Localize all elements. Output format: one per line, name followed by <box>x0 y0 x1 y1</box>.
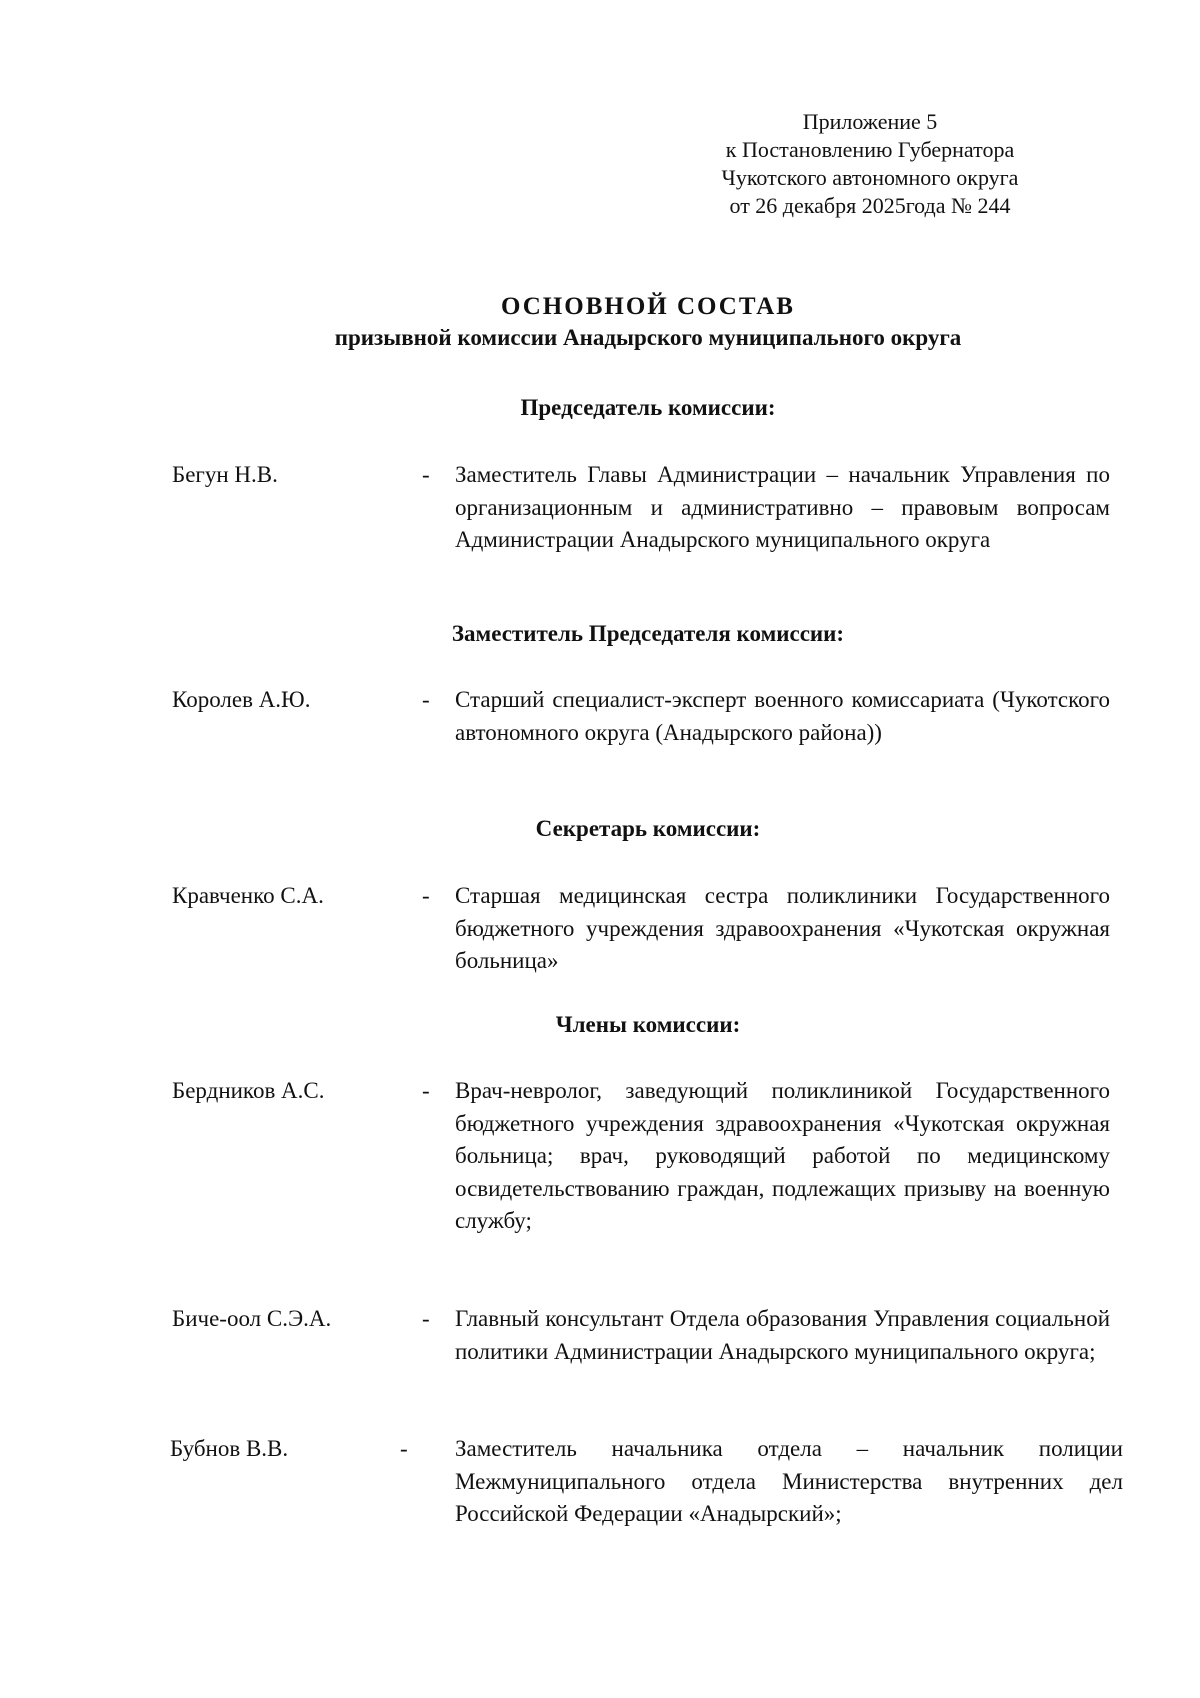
member-name: Бубнов В.В. <box>170 1436 289 1461</box>
deputy-heading: Заместитель Председателя комиссии: <box>451 621 845 646</box>
member-name: Бегун Н.В. <box>172 462 278 487</box>
member-name: Биче-оол С.Э.А. <box>172 1306 332 1331</box>
member-description: Заместитель Главы Администрации – начальник Управления по организационным и административно – правовым вопросам Администрации Анадырского муниципального округа <box>455 462 1110 552</box>
member-description: Главный консультант Отдела образования Управления социальной политики Администрации Анадырского муниципального округа; <box>455 1306 1110 1364</box>
members-heading: Члены комиссии: <box>555 1012 741 1037</box>
document-title: ОСНОВНОЙ СОСТАВ <box>501 293 795 320</box>
member-dash: - <box>400 1436 408 1461</box>
chairman-heading: Председатель комиссии: <box>520 395 776 420</box>
member-dash: - <box>422 1306 430 1331</box>
annex-line-2: к Постановлению Губернатора <box>725 137 1015 162</box>
secretary-heading: Секретарь комиссии: <box>535 816 761 841</box>
member-name: Королев А.Ю. <box>172 687 311 712</box>
member-description: Врач-невролог, заведующий поликлиникой Государственного бюджетного учреждения здравоохранения «Чукотская окружная больница; врач, руководящий работой по медицинскому освидетельствованию граждан, подлежащих призыву на военную службу; <box>455 1078 1110 1233</box>
annex-line-4: от 26 декабря 2025года № 244 <box>729 193 1011 218</box>
member-dash: - <box>422 687 430 712</box>
member-dash: - <box>422 883 430 908</box>
member-description: Старший специалист-эксперт военного комиссариата (Чукотского автономного округа (Анадырского района)) <box>455 687 1110 745</box>
annex-block <box>650 108 1090 220</box>
member-name: Кравченко С.А. <box>172 883 324 908</box>
annex-line-1: Приложение 5 <box>802 109 938 134</box>
member-dash: - <box>422 1078 430 1103</box>
document-subtitle: призывной комиссии Анадырского муниципального округа <box>334 325 962 350</box>
member-name: Бердников А.С. <box>172 1078 325 1103</box>
annex-line-3: Чукотского автономного округа <box>721 165 1019 190</box>
member-dash: - <box>422 462 430 487</box>
member-description: Заместитель начальника отдела – начальник полиции Межмуниципального отдела Министерства внутренних дел Российской Федерации «Анадырский»; <box>455 1436 1123 1526</box>
member-description: Старшая медицинская сестра поликлиники Государственного бюджетного учреждения здравоохранения «Чукотская окружная больница» <box>455 883 1110 973</box>
